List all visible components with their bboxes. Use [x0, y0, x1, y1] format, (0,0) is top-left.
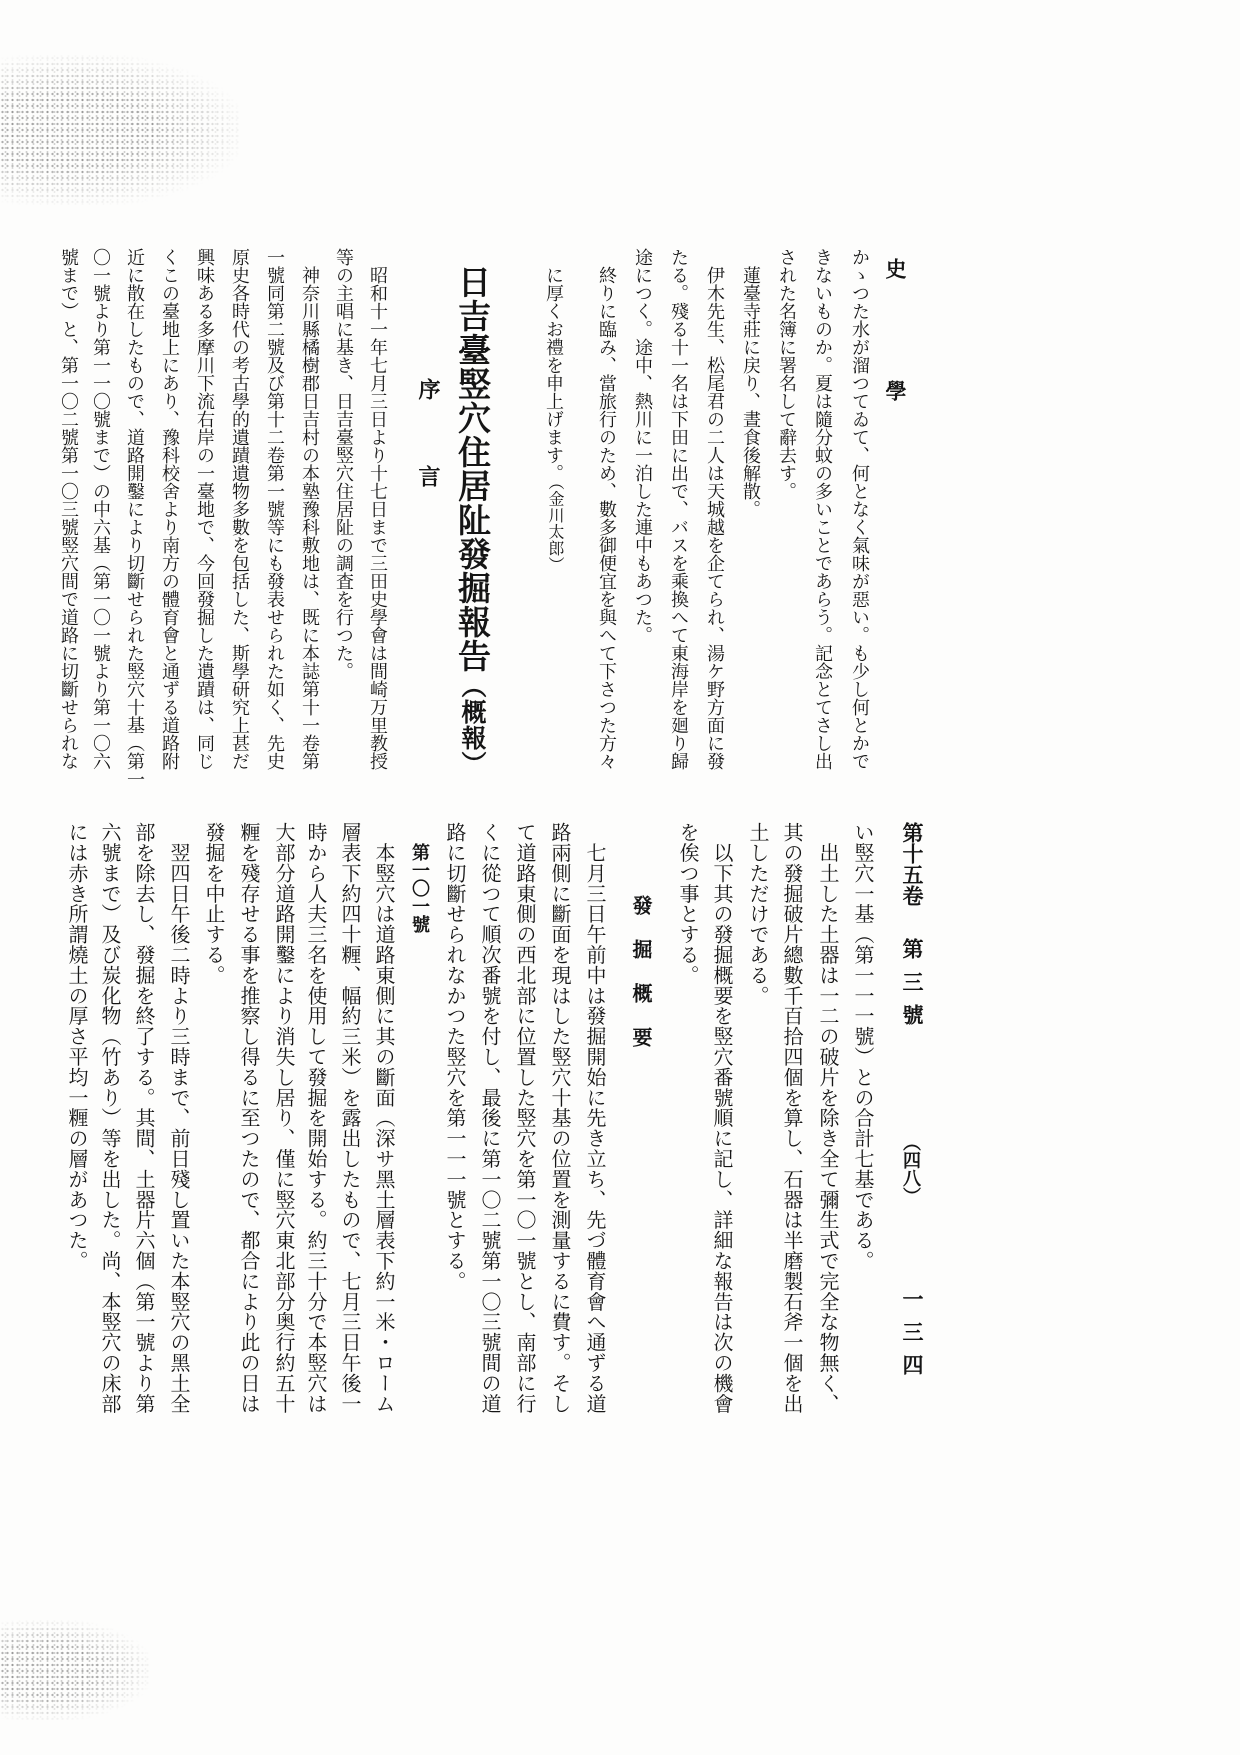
pit-101-heading: 第一〇一號	[410, 843, 430, 933]
preface-column: 〇一號より第一一〇號まで）の中六基（第一〇一號より第一〇六	[91, 248, 111, 770]
previous-article-column: 伊木先生、松尾君の二人は天城越を企てられ、湯ケ野方面に發	[705, 248, 725, 770]
pit-101-column: 翌四日午後二時より三時まで、前日殘し置いた本竪穴の黑土全	[167, 822, 189, 1414]
previous-article-closing-column	[544, 248, 581, 573]
overview-column: 路兩側に斷面を現はした竪穴十基の位置を測量するに費す。そし	[548, 822, 570, 1414]
overview-column: て道路東側の西北部に位置した竪穴を第一〇一號とし、南部に行	[513, 822, 535, 1414]
page-number: 一三四	[900, 1288, 924, 1387]
previous-article-column: 蓮臺寺莊に戻り、晝食後解散。	[741, 248, 761, 518]
scan-noise-top-left	[0, 55, 240, 205]
pit-101-column: には赤き所謂燒土の厚さ平均一糎の層があつた。	[65, 822, 87, 1271]
overview-column: 七月三日午前中は發掘開始に先き立ち、先づ體育會へ通ずる道	[583, 822, 605, 1414]
preface-heading: 序 言	[416, 378, 441, 494]
previous-article-column: された名簿に署名して辭去す。	[777, 248, 797, 500]
preface-column: い竪穴一基（第一一一號）との合計七基である。	[851, 822, 873, 1271]
preface-column: 興味ある多摩川下流右岸の一臺地で、今回發掘した遺蹟は、同じ	[195, 248, 215, 770]
previous-article-column: かゝつた水が溜つてゐて、何となく氣味が惡い。も少し何とかで	[850, 248, 870, 770]
pit-101-column: 六號まで）及び炭化物（竹あり）等を出した。尚、本竪穴の床部	[98, 822, 120, 1414]
pit-101-column: 大部分道路開鑿により消失し居り、僅に竪穴東北部分奥行約五十	[272, 822, 294, 1414]
previous-article-column: たる。殘る十一名は下田に出で、バスを乘換へて東海岸を廻り歸	[669, 248, 689, 770]
overview-column: くに從つて順次番號を付し、最後に第一〇二號第一〇三號間の道	[478, 822, 500, 1414]
pit-101-column: 部を除去し、發掘を終了する。其間、土器片六個（第一號より第	[132, 822, 154, 1414]
preface-column: くこの臺地上にあり、豫科校舍より南方の體育會と通ずる道路附	[160, 248, 180, 770]
preface-column: 其の發掘破片總數千百拾四個を算し、石器は半磨製石斧一個を出	[780, 822, 802, 1414]
previous-article-column: きないものか。夏は隨分蚊の多いことであらう。記念とてさし出	[813, 248, 833, 770]
previous-article-column: 途につく。途中、熱川に一泊した連中もあつた。	[633, 248, 653, 644]
running-header-sub-page: （四八）	[901, 1133, 921, 1205]
preface-column: 原史各時代の考古學的遺蹟遺物多數を包括した、斯學研究上甚だ	[230, 248, 250, 770]
pit-101-column: 本竪穴は道路東側に其の斷面（深サ黑土層表下約一米・ローム	[372, 822, 394, 1414]
author-signature: （金川太郎）	[546, 482, 563, 573]
scan-noise-bottom-left	[0, 1620, 150, 1720]
preface-column: 昭和十一年七月三日より十七日まで三田史學會は間崎万里教授	[368, 248, 388, 770]
running-header-volume: 第十五卷	[900, 822, 924, 906]
pit-101-column: 時から人夫三名を使用して發掘を開始する。約三十分で本竪穴は	[304, 822, 326, 1414]
preface-column: 等の主唱に基き、日吉臺竪穴住居阯の調査を行つた。	[334, 248, 354, 680]
previous-article-column: 終りに臨み、當旅行のため、數多御便宜を與へて下さつた方々	[597, 248, 617, 770]
preface-column: 出土した土器は一二の破片を除き全て彌生式で完全な物無く、	[816, 822, 838, 1414]
overview-column: 路に切斷せられなかつた竪穴を第一一一號とする。	[443, 822, 465, 1292]
article-title	[453, 228, 521, 777]
overview-heading: 發 掘 概 要	[629, 895, 651, 1049]
preface-column: を俟つ事とする。	[676, 822, 698, 986]
preface-column: 一號同第二號及び第十二卷第一號等にも發表せられた如く、先史	[265, 248, 285, 770]
closing-text: に厚くお禮を申上げます。	[544, 266, 564, 482]
running-header-issue: 第三號	[900, 938, 924, 1037]
preface-column: 以下其の發掘概要を竪穴番號順に記し、詳細な報告は次の機會	[710, 822, 732, 1414]
pit-101-column: 發掘を中止する。	[202, 822, 224, 986]
article-title-note: （概報）	[458, 673, 485, 777]
running-header-journal: 史 學	[883, 258, 907, 441]
preface-column: 神奈川縣橘樹郡日吉村の本塾豫科敷地は、既に本誌第十一卷第	[300, 248, 320, 770]
pit-101-column: 糎を殘存せる事を推察し得るに至つたので、都合により此の日は	[237, 822, 259, 1414]
pit-101-column: 層表下約四十糎、幅約三米）を露出したもので、七月三日午後一	[338, 822, 360, 1414]
article-title-main: 日吉臺竪穴住居阯發掘報告	[453, 265, 489, 673]
preface-column: 近に散在したもので、道路開鑿により切斷せられた竪穴十基（第一	[125, 248, 145, 788]
preface-column: 土しただけである。	[746, 822, 768, 1006]
preface-column: 號まで）と、第一〇二號第一〇三號竪穴間で道路に切斷せられな	[59, 248, 79, 770]
